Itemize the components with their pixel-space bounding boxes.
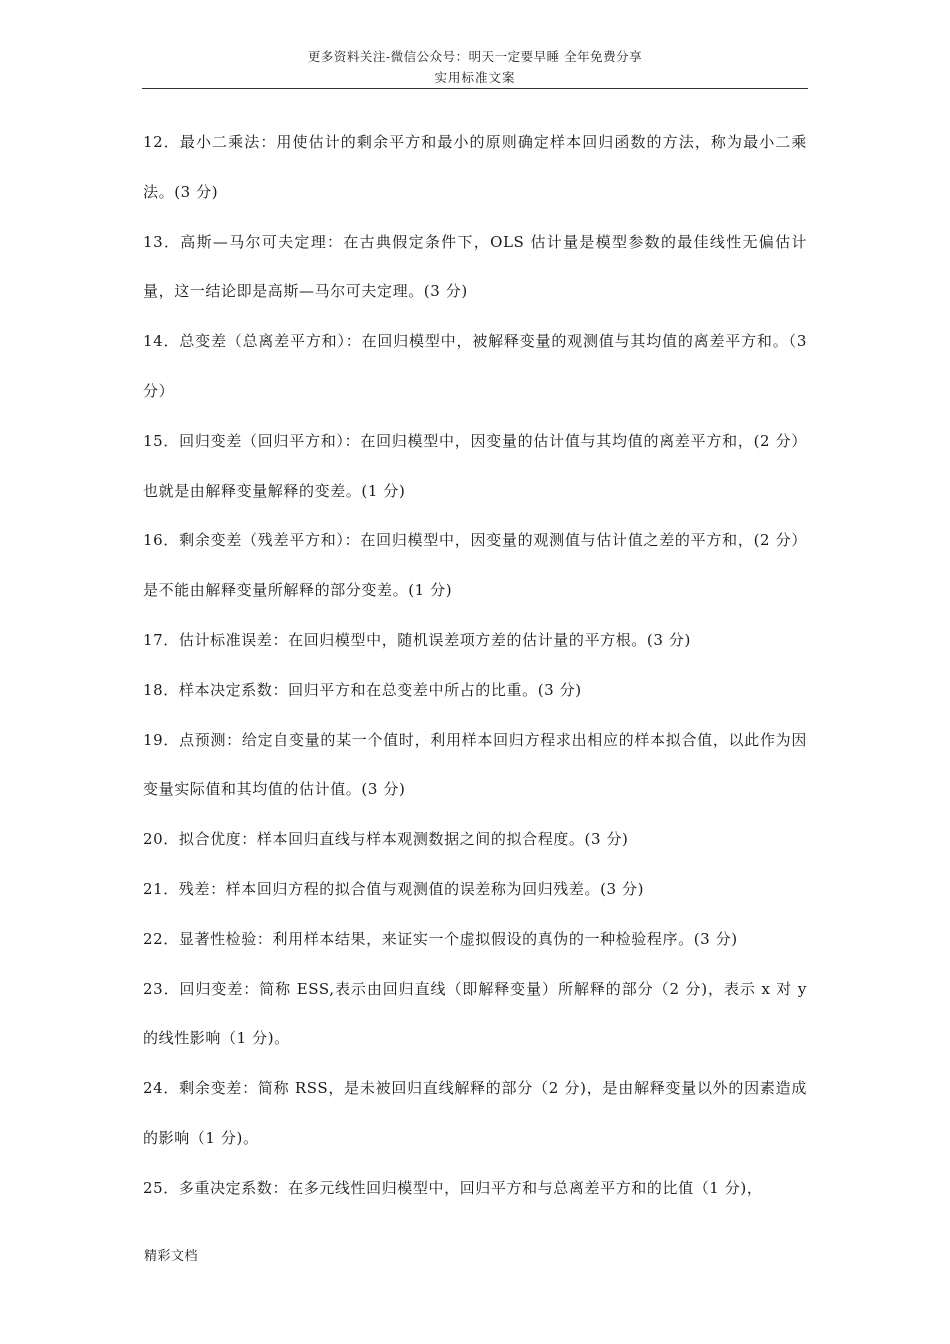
- definition-paragraph-19: 19．点预测：给定自变量的某一个值时，利用样本回归方程求出相应的样本拟合值，以此作为因变量实际值和其均值的估计值。(3 分): [143, 730, 807, 799]
- definition-paragraph-13: 13．高斯—马尔可夫定理：在古典假定条件下，OLS 估计量是模型参数的最佳线性无偏估计量，这一结论即是高斯—马尔可夫定理。(3 分): [143, 232, 807, 301]
- page-footer-label: 精彩文档: [144, 1249, 199, 1264]
- definition-paragraph-12: 12．最小二乘法：用使估计的剩余平方和最小的原则确定样本回归函数的方法，称为最小二乘法。(3 分): [143, 133, 807, 201]
- definition-paragraph-22: 22．显著性检验：利用样本结果，来证实一个虚拟假设的真伪的一种检验程序。(3 分): [143, 929, 738, 948]
- definition-paragraph-15: 15．回归变差（回归平方和）：在回归模型中，因变量的估计值与其均值的离差平方和，(2 分）也就是由解释变量解释的变差。(1 分): [143, 431, 807, 500]
- definition-paragraph-14: 14．总变差（总离差平方和）：在回归模型中，被解释变量的观测值与其均值的离差平方和。（3 分）: [143, 332, 807, 400]
- header-subtitle: 实用标准文案: [434, 70, 516, 85]
- definition-paragraph-25: 25．多重决定系数：在多元线性回归模型中，回归平方和与总离差平方和的比值（1 分)，: [143, 1178, 763, 1197]
- header-promo-line: 更多资料关注-微信公众号：明天一定要早睡 全年免费分享: [307, 49, 643, 64]
- definition-paragraph-16: 16．剩余变差（残差平方和）：在回归模型中，因变量的观测值与估计值之差的平方和，(2 分）是不能由解释变量所解释的部分变差。(1 分): [143, 531, 807, 600]
- header-divider: [142, 88, 808, 89]
- definition-paragraph-18: 18．样本决定系数：回归平方和在总变差中所占的比重。(3 分): [143, 680, 582, 699]
- page-header: [142, 46, 808, 88]
- document-body: [143, 118, 807, 1214]
- definition-paragraph-21: 21．残差：样本回归方程的拟合值与观测值的误差称为回归残差。(3 分): [143, 879, 645, 898]
- definition-paragraph-24: 24．剩余变差：简称 RSS，是未被回归直线解释的部分（2 分)，是由解释变量以外的因素造成的影响（1 分)。: [143, 1079, 807, 1147]
- definition-paragraph-23: 23．回归变差：简称 ESS,表示由回归直线（即解释变量）所解释的部分（2 分)，表示 x 对 y 的线性影响（1 分)。: [143, 979, 807, 1048]
- definition-paragraph-17: 17．估计标准误差：在回归模型中，随机误差项方差的估计量的平方根。(3 分): [143, 630, 691, 649]
- definition-paragraph-20: 20．拟合优度：样本回归直线与样本观测数据之间的拟合程度。(3 分): [143, 830, 629, 849]
